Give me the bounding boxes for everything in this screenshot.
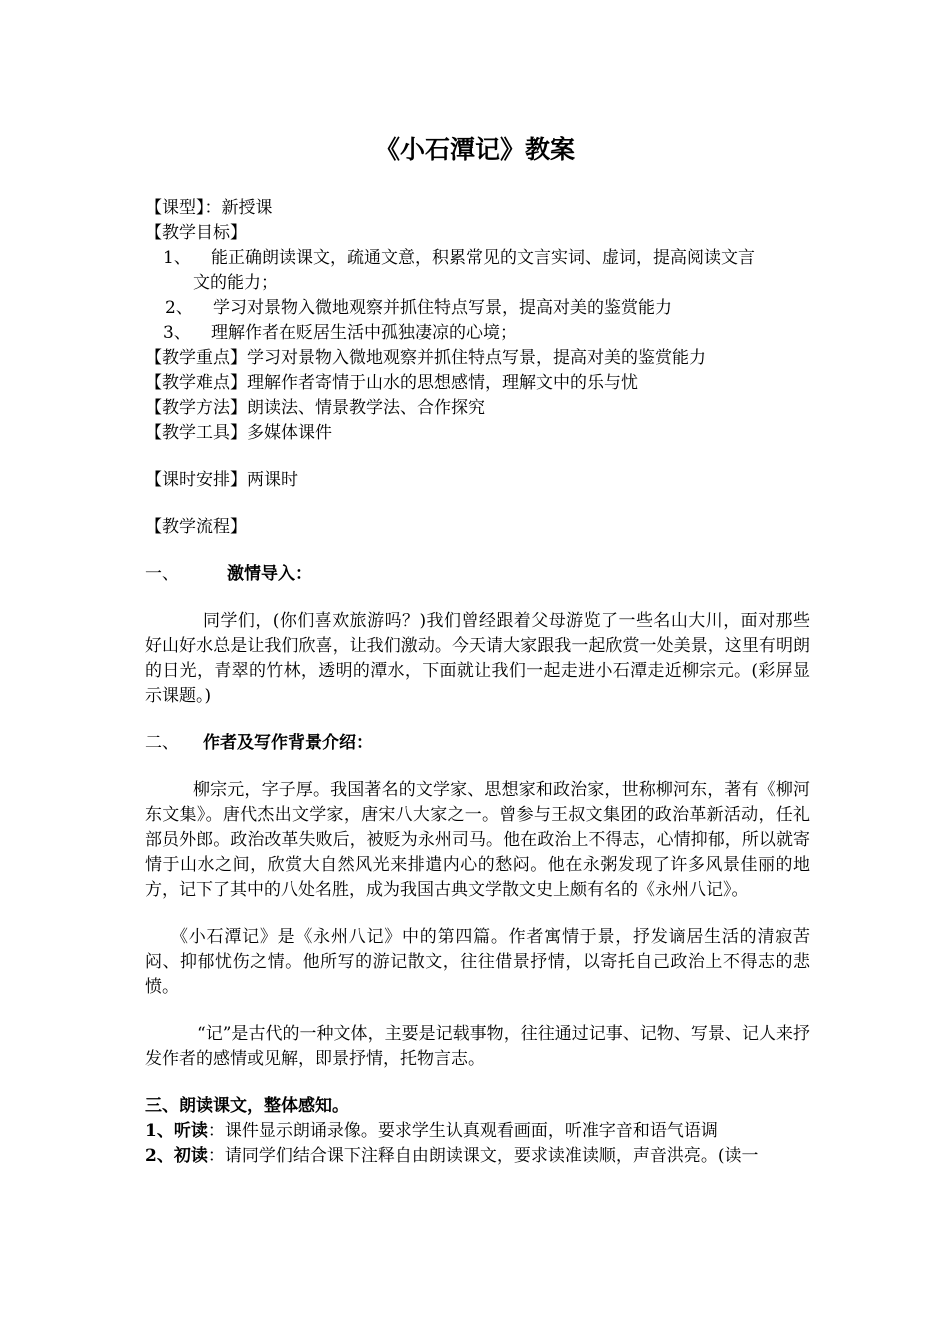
section-number: 一、 <box>145 564 179 584</box>
section-heading-3: 三、朗读课文，整体感知。 <box>145 1096 349 1116</box>
objective-number: 3、 <box>163 323 191 343</box>
background-paragraph: 《小石潭记》是《永州八记》中的第四篇。作者寓情于景，抒发谪居生活的清寂苦闷、抑郁忧伤之情。他所写的游记散文，往往借景抒情，以寄托自己政治上不得志的悲愤。 <box>145 927 810 997</box>
objective-continuation: 文的能力； <box>193 273 278 293</box>
teaching-difficulty: 【教学难点】理解作者寄情于山水的思想感情，理解文中的乐与忧 <box>145 373 638 393</box>
reading-step-label: 2、初读 <box>145 1146 208 1166</box>
course-type: 【课型】：新授课 <box>145 198 273 218</box>
objective-number: 1、 <box>163 248 191 268</box>
section-title: 激情导入： <box>227 564 312 584</box>
teaching-flow: 【教学流程】 <box>145 517 247 537</box>
objective-item <box>145 321 810 346</box>
intro-paragraph: 同学们，(你们喜欢旅游吗？)我们曾经跟着父母游览了一些名山大川，面对那些好山好水总是让我们欣喜，让我们激动。今天请大家跟我一起欣赏一处美景，这里有明朗的日光，青翠的竹林，透明的潭水，下面就让我们一起走进小石潭走近柳宗元。(彩屏显示课题。) <box>145 611 810 706</box>
teaching-focus: 【教学重点】学习对景物入微地观察并抓住特点写景，提高对美的鉴赏能力 <box>145 348 706 368</box>
class-schedule: 【课时安排】两课时 <box>145 470 298 490</box>
section-title: 作者及写作背景介绍： <box>203 733 373 753</box>
objective-text: 能正确朗读课文，疏通文意，积累常见的文言实词、虚词，提高阅读文言 <box>211 248 755 268</box>
section-heading-2 <box>145 731 810 756</box>
objective-text: 理解作者在贬居生活中孤独凄凉的心境； <box>211 323 517 343</box>
reading-step-text: ：课件显示朗诵录像。要求学生认真观看画面，听准字音和语气语调 <box>207 1121 718 1141</box>
objective-item <box>145 246 810 271</box>
objective-text: 学习对景物入微地观察并抓住特点写景，提高对美的鉴赏能力 <box>213 298 672 318</box>
objectives-label: 【教学目标】 <box>145 223 247 243</box>
teaching-methods: 【教学方法】朗读法、情景教学法、合作探究 <box>145 398 485 418</box>
reading-step-label: 1、听读 <box>145 1121 208 1141</box>
reading-step <box>145 1144 810 1169</box>
section-number: 二、 <box>145 733 179 753</box>
teaching-tools: 【教学工具】多媒体课件 <box>145 423 332 443</box>
document-title: 《小石潭记》教案 <box>374 135 575 164</box>
document-body <box>145 196 810 1169</box>
author-paragraph: 柳宗元，字子厚。我国著名的文学家、思想家和政治家，世称柳河东，著有《柳河东文集》。唐代杰出文学家，唐宋八大家之一。曾参与王叔文集团的政治革新活动，任礼部员外郎。政治改革失败后，被贬为永州司马。他在政治上不得志，心情抑郁，所以就寄情于山水之间，欣赏大自然风光来排遣内心的愁闷。他在永粥发现了许多风景佳丽的地方，记下了其中的八处名胜，成为我国古典文学散文史上颇有名的《永州八记》。 <box>145 780 810 900</box>
section-heading-1 <box>145 562 810 587</box>
reading-step-text: ：请同学们结合课下注释自由朗读课文，要求读准读顺，声音洪亮。(读一 <box>207 1146 759 1166</box>
objective-number: 2、 <box>165 298 193 318</box>
reading-step <box>145 1119 810 1144</box>
genre-paragraph: “记”是古代的一种文体，主要是记载事物，往往通过记事、记物、写景、记人来抒发作者的感情或见解，即景抒情，托物言志。 <box>145 1024 810 1069</box>
objective-item <box>145 296 810 321</box>
